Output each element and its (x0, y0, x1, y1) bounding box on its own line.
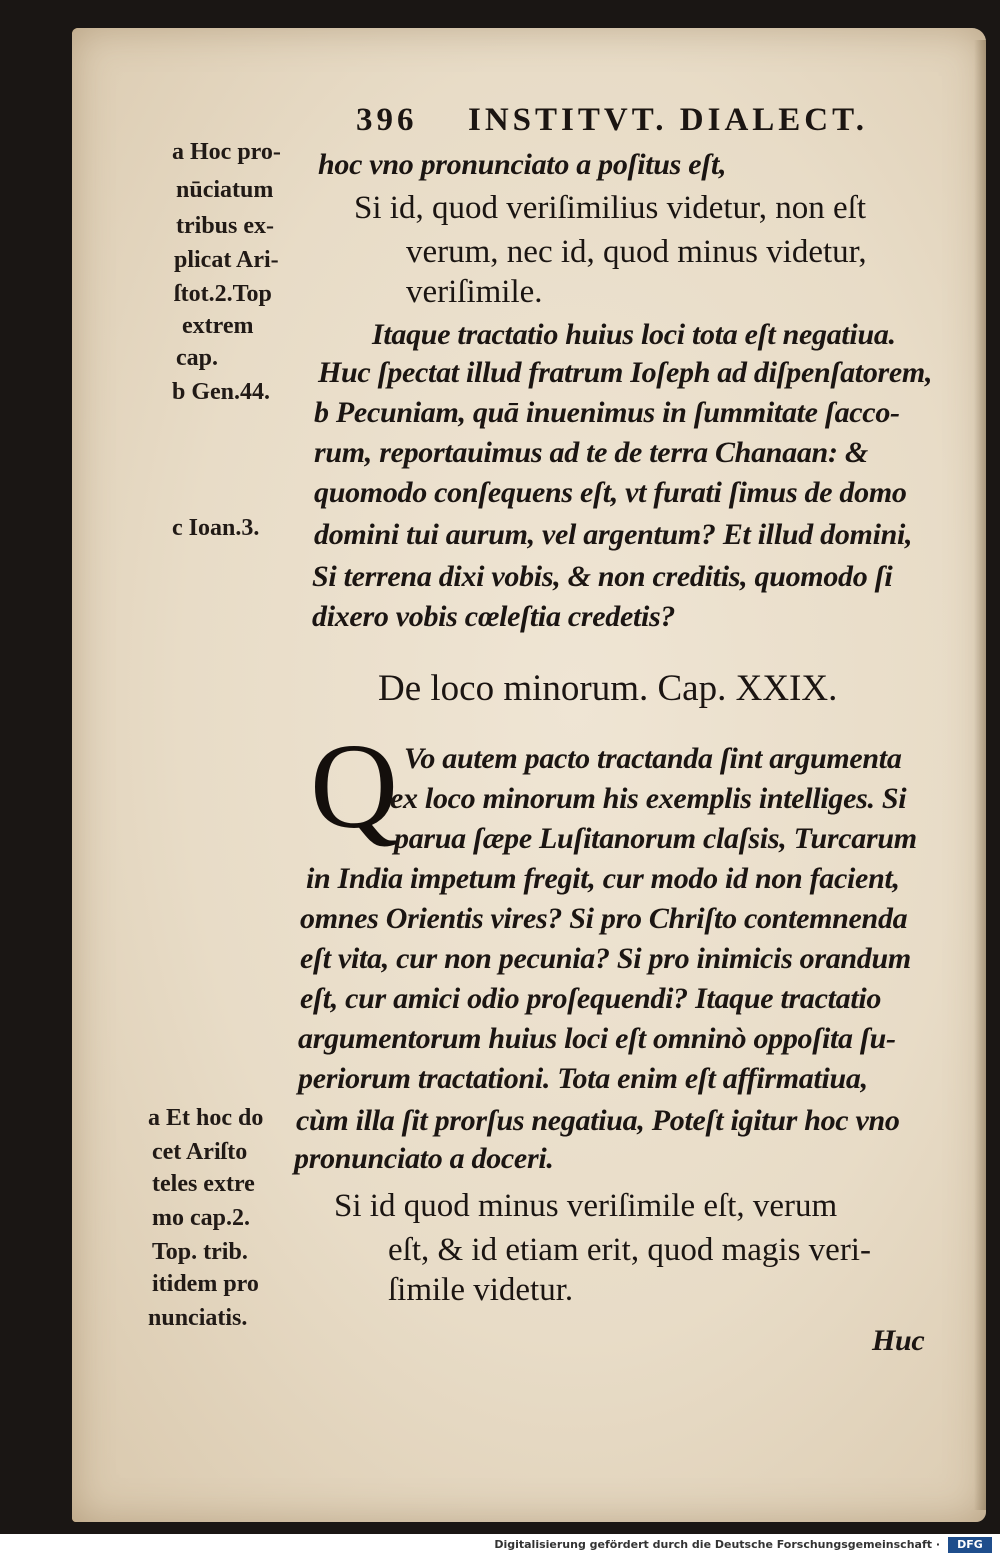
chapter-line: pronunciato a doceri. (294, 1142, 554, 1175)
margin-note: mo cap.2. (152, 1205, 250, 1231)
body-line: rum, reportauimus ad te de terra Chanaan: & (314, 436, 868, 469)
body-line: dixero vobis cœleſtia credetis? (312, 600, 676, 633)
running-title: INSTITVT. DIALECT. (468, 102, 868, 138)
chapter-line: argumentorum huius loci eſt omninò oppoſita ſu- (298, 1022, 896, 1055)
margin-note: a Et hoc do (148, 1105, 264, 1131)
catchword: Huc (872, 1324, 925, 1357)
body-line: Si id, quod veriſimilius videtur, non eſt (354, 190, 866, 226)
body-line: Si terrena dixi vobis, & non creditis, quomodo ſi (312, 560, 893, 593)
drop-cap: Q (310, 719, 399, 854)
chapter-line: Vo autem pacto tractanda ſint argumenta (404, 742, 902, 775)
body-line: Huc ſpectat illud fratrum Ioſeph ad diſpenſatorem, (318, 356, 933, 389)
body-line: veriſimile. (406, 274, 543, 310)
margin-note: itidem pro (152, 1271, 259, 1297)
margin-note: nunciatis. (148, 1305, 248, 1331)
margin-note: cap. (176, 345, 218, 371)
body-line: Itaque tractatio huius loci tota eſt negatiua. (372, 318, 896, 351)
chapter-line: parua ſæpe Luſitanorum claſsis, Turcarum (394, 822, 917, 855)
proposition-line: Si id quod minus veriſimile eſt, verum (334, 1188, 838, 1224)
digitization-footer (0, 1534, 1000, 1556)
margin-note: plicat Ari- (174, 247, 279, 273)
margin-note: nūciatum (176, 177, 274, 203)
margin-note: c Ioan.3. (172, 515, 260, 541)
chapter-line: ex loco minorum his exemplis intelliges. Si (390, 782, 907, 815)
proposition-line: eſt, & id etiam erit, quod magis veri- (388, 1232, 871, 1268)
margin-note: Top. trib. (152, 1239, 248, 1265)
proposition-line: ſimile videtur. (388, 1272, 574, 1308)
margin-note: ſtot.2.Top (174, 281, 272, 307)
margin-note: teles extre (152, 1171, 255, 1197)
body-line: quomodo conſequens eſt, vt furati ſimus de domo (314, 476, 907, 509)
body-line: domini tui aurum, vel argentum? Et illud domini, (314, 518, 913, 551)
footer-credit: Digitalisierung gefördert durch die Deutsche Forschungsgemeinschaft · (494, 1538, 940, 1551)
chapter-line: in India impetum fregit, cur modo id non facient, (306, 862, 900, 895)
chapter-line: omnes Orientis vires? Si pro Chriſto contemnenda (300, 902, 908, 935)
margin-note: cet Ariſto (152, 1139, 248, 1165)
chapter-heading: De loco minorum. Cap. XXIX. (378, 668, 838, 709)
chapter-line: eſt, cur amici odio proſequendi? Itaque tractatio (300, 982, 882, 1015)
margin-note: a Hoc pro- (172, 139, 281, 165)
body-line: verum, nec id, quod minus videtur, (406, 234, 867, 270)
dfg-logo-icon: DFG (948, 1537, 992, 1553)
margin-note: extrem (182, 313, 254, 339)
page-right-shadow (974, 40, 986, 1510)
body-line: hoc vno pronunciato a poſitus eſt, (318, 148, 727, 181)
margin-note: tribus ex- (176, 213, 274, 239)
chapter-line: eſt vita, cur non pecunia? Si pro inimicis orandum (300, 942, 911, 975)
chapter-line: cùm illa ſit prorſus negatiua, Poteſt igitur hoc vno (296, 1104, 900, 1137)
body-line: b Pecuniam, quā inuenimus in ſummitate ſacco- (314, 396, 900, 429)
page-number: 396 (356, 102, 418, 138)
margin-note: b Gen.44. (172, 379, 271, 405)
chapter-line: periorum tractationi. Tota enim eſt affirmatiua, (298, 1062, 868, 1095)
